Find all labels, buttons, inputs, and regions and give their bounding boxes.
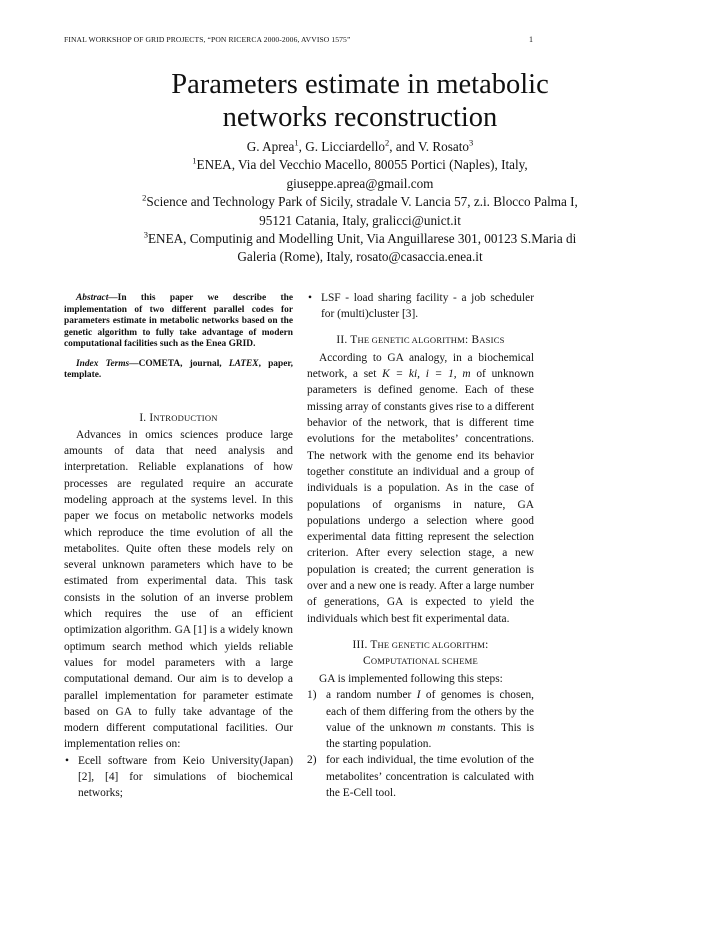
right-column [307, 290, 534, 801]
ga-basics-text-2: of unknown parameters is defined genome. Each of these missing array of constants gives rise to a different behavior of the network, that is different time evolutions for the metabolites’ concentrations. The network with the genome end its behavior together constitute an individual and a group of individuals is a population. As in the case of populations of organisms in nature, GA populations undergo a selection where good experimental data fitting represent the selection criterion. After every selection stage, a new population is created; the current generation is over and a new one is ready. After a large number of generations, GA is expected to yield the individuals which best fit experimental data. [307, 368, 534, 625]
section-heading-line-1 [307, 637, 534, 653]
step-text: a random number [326, 689, 417, 702]
author-list [60, 138, 660, 156]
author-1-sup: 1 [294, 137, 299, 148]
author-2-sup: 2 [385, 137, 390, 148]
affiliation-2-text: Science and Technology Park of Sicily, stradale V. Lancia 57, z.i. Blocco Palma I, [146, 194, 578, 210]
section-smallcaps: HE GENETIC ALGORITHM [357, 334, 466, 345]
index-terms-text: —COMETA, journal, [129, 358, 229, 369]
abstract-text: —In this paper we describe the implementation of two different parallel codes for parameters estimate in metabolic networks based on the genetic algorithm to fully take advantage of modern computational facilities such as the Enea GRID. [64, 293, 293, 349]
section-numeral: III. [352, 638, 368, 651]
step-math-2: m [437, 721, 446, 734]
affiliation-1 [60, 156, 660, 174]
section-cap: I [149, 411, 154, 424]
section-colon: : [485, 638, 489, 651]
affiliation-3 [60, 230, 660, 248]
abstract [64, 293, 293, 351]
affiliation-3-address: Galeria (Rome), Italy, rosato@casaccia.enea.it [237, 249, 483, 265]
section-cap-2: C [363, 654, 371, 667]
ga-steps-list [307, 687, 534, 801]
author-3-sup: 3 [469, 137, 474, 148]
tools-list-continued [307, 290, 534, 323]
abstract-label: Abstract [76, 293, 109, 303]
title-line-1: Parameters estimate in metabolic [171, 69, 549, 100]
author-block [60, 138, 660, 267]
running-header: FINAL WORKSHOP OF GRID PROJECTS, “PON RICERCA 2000-2006, AVVISO 1575” [64, 35, 351, 44]
list-item: • LSF - load sharing facility - a job scheduler for (multi)cluster [3]. [307, 290, 534, 323]
section-heading-line-2 [307, 653, 534, 669]
list-item [307, 687, 534, 752]
tools-list [64, 753, 293, 802]
author-3: , and V. Rosato [389, 139, 470, 154]
section-numeral: I. [139, 411, 147, 424]
affiliation-2-address: 95121 Catania, Italy, gralicci@unict.it [259, 212, 461, 228]
left-column [64, 293, 293, 802]
author-1: G. Aprea [246, 139, 295, 154]
paper-title [60, 68, 660, 134]
index-terms-label: Index Terms [76, 358, 130, 369]
affiliation-3-sup: 3 [143, 229, 148, 240]
affiliation-2-sup: 2 [142, 192, 147, 203]
section-colon: : [465, 333, 472, 346]
author-2: , G. Licciardello [298, 139, 386, 154]
affiliation-1-sup: 1 [192, 156, 197, 167]
section-cap-2: B [471, 333, 480, 346]
step-number: 1) [307, 689, 317, 702]
ga-scheme-intro: GA is implemented following this steps: [319, 672, 503, 685]
section-cap: T [350, 333, 358, 346]
step-number: 2) [307, 754, 317, 767]
step-text-2: of genomes is chosen, each of them differing from the others by the value of the unknown [326, 689, 534, 734]
section-heading-ga-basics [307, 332, 534, 348]
list-item [307, 752, 534, 801]
index-terms-text-end: , paper, template. [64, 358, 294, 380]
section-smallcaps-2: OMPUTATIONAL SCHEME [370, 655, 478, 666]
section-cap: T [370, 638, 378, 651]
affiliation-1-email: giuseppe.aprea@gmail.com [286, 175, 434, 191]
list-item: • Ecell software from Keio University(Japan) [2], [4] for simulations of biochemical networks; [64, 753, 293, 802]
affiliation-3-text: ENEA, Computinig and Modelling Unit, Via Anguillarese 301, 00123 S.Maria di [147, 231, 577, 247]
affiliation-1-text: ENEA, Via del Vecchio Macello, 80055 Portici (Naples), Italy, [196, 157, 528, 173]
section-heading-ga-scheme [307, 637, 534, 669]
latex-logo: LATEX [228, 358, 259, 369]
step-text: for each individual, the time evolution of the metabolites’ concentration is calculated with the E-Cell tool. [326, 754, 534, 800]
ga-basics-paragraph [307, 350, 534, 627]
ga-basics-text-1: According to GA analogy, in a biochemical network, a set [307, 351, 534, 381]
section-smallcaps-2: ASICS [479, 334, 505, 345]
section-smallcaps: NTRODUCTION [153, 412, 218, 423]
affiliation-2 [60, 193, 660, 211]
section-smallcaps: HE GENETIC ALGORITHM [377, 639, 486, 650]
step-math: I [416, 689, 421, 702]
title-line-2: networks reconstruction [222, 102, 498, 133]
genome-formula: K = ki, i = 1, m [382, 368, 471, 381]
step-text-3: constants. This is the starting population. [326, 721, 534, 751]
index-terms [64, 359, 293, 382]
page-number: 1 [529, 35, 533, 44]
section-numeral: II. [336, 333, 348, 346]
introduction-paragraph: Advances in omics sciences produce large amounts of data that need analysis and interpretation. Reliable explanations of how processes are regulated require an accurate modeling approach at the systems level. In this paper we focus on metabolic networks models which reproduce the time evolution of all the metabolites. Quite often these models rely on several unknown parameters which have to be estimated from experimental data. This task consists in the solution of an inverse problem which requires the use of an efficient optimization algorithm. GA [1] is a widely known optimum search method which yields reliable values for model parameters with a large computational demand. Our aim is to develop a parallel implementation for parameter estimate based on GA to fully take advantage of the modern different computational facilities. Our implementation relies on: [64, 428, 293, 751]
section-heading-introduction [64, 410, 293, 426]
